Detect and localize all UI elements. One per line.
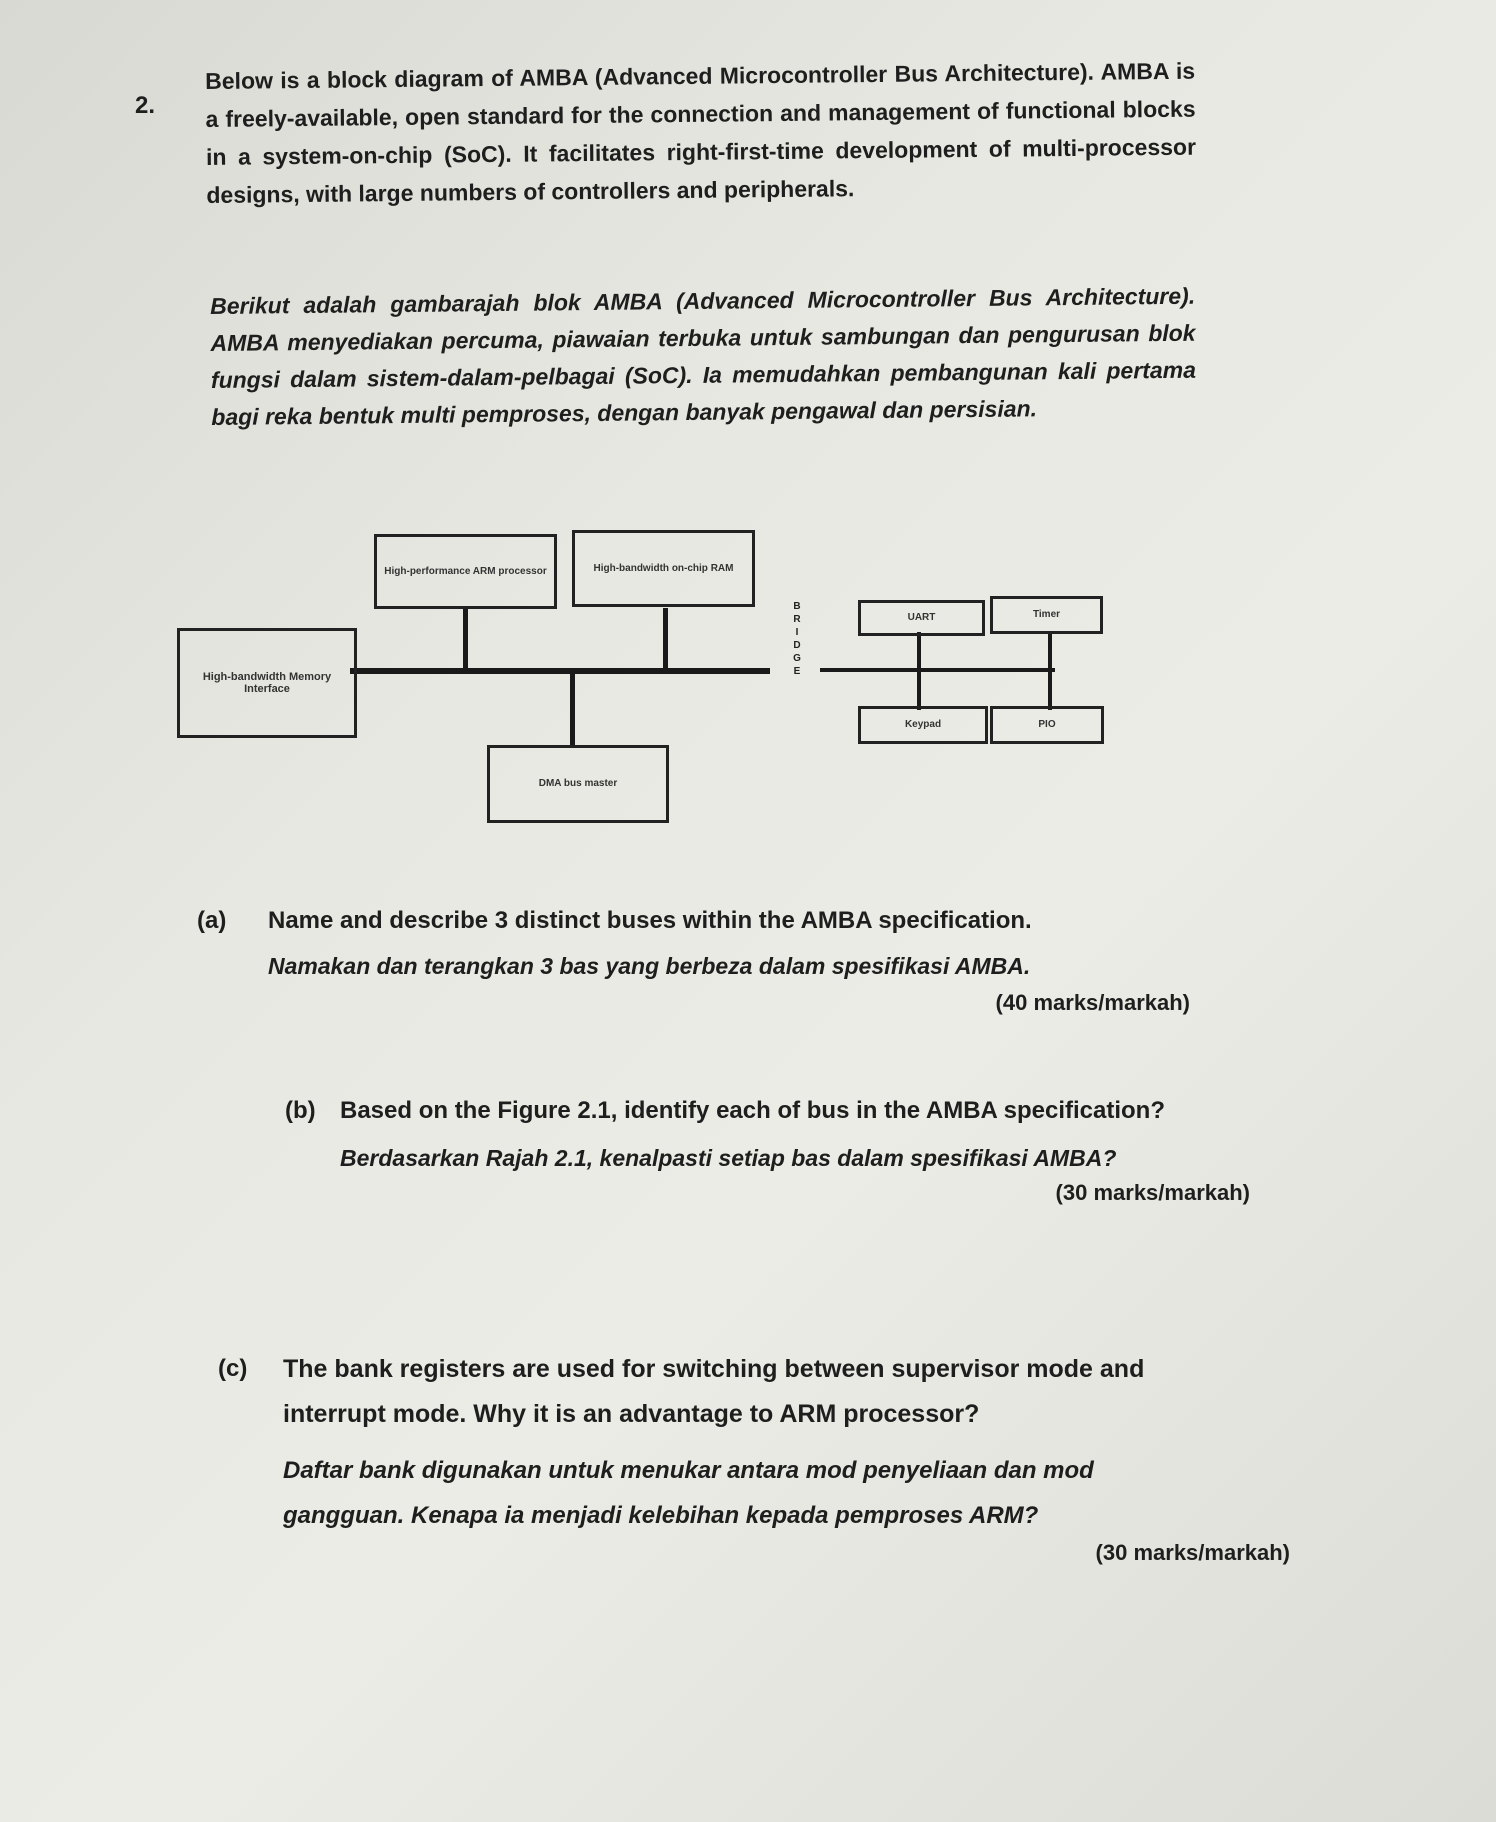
part-b-malay: Berdasarkan Rajah 2.1, kenalpasti setiap bas dalam spesifikasi AMBA? <box>340 1145 1117 1171</box>
part-b-label: (b) <box>285 1097 316 1124</box>
part-b-marks: (30 marks/markah) <box>1055 1180 1250 1205</box>
onchip-ram-block <box>572 530 755 607</box>
uart-label: UART <box>907 612 936 623</box>
ram-connector <box>663 608 668 670</box>
part-a-malay: Namakan dan terangkan 3 bas yang berbeza dalam spesifikasi AMBA. <box>268 953 1031 979</box>
intro-malay: Berikut adalah gambarajah blok AMBA (Advanced Microcontroller Bus Architecture). AMBA menyediakan percuma, piawaian terbuka untuk sambungan dan pengurusan blok fungsi dalam sistem-dalam-pelbagai (SoC). Ia memudahkan pembangunan kali pertama bagi reka bentuk multi pemproses, dengan banyak pengawal dan persisian. <box>210 282 1197 430</box>
keypad-label: Keypad <box>904 719 942 730</box>
pio-block <box>990 706 1104 744</box>
part-a-label: (a) <box>197 907 227 934</box>
bridge-letter: E <box>793 666 801 677</box>
keypad-block <box>858 706 988 744</box>
part-c-english-line2: interrupt mode. Why it is an advantage to ARM processor? <box>283 1400 980 1428</box>
bridge-label <box>790 600 804 678</box>
part-b-english: Based on the Figure 2.1, identify each of bus in the AMBA specification? <box>340 1097 1165 1124</box>
bridge-letter: I <box>795 627 799 638</box>
arm-connector <box>463 608 468 670</box>
bridge-letter: R <box>793 614 801 625</box>
part-c-malay-line2: gangguan. Kenapa ia menjadi kelebihan kepada pemproses ARM? <box>283 1502 1039 1529</box>
part-c-label: (c) <box>218 1355 248 1382</box>
timer-label: Timer <box>1032 609 1061 620</box>
timer-block <box>990 596 1103 634</box>
question-number: 2. <box>135 92 156 119</box>
uart-connector <box>917 632 921 710</box>
intro-english: Below is a block diagram of AMBA (Advanced Microcontroller Bus Architecture). AMBA is a freely-available, open standard for the connection and management of functional blocks in a system-on-chip (SoC). It facilitates right-first-time development of multi-processor designs, with large numbers of controllers and peripherals. <box>205 57 1197 208</box>
arm-processor-block <box>374 534 557 609</box>
timer-connector <box>1048 632 1052 710</box>
onchip-ram-label: High-bandwidth on-chip RAM <box>593 562 734 574</box>
peripheral-bus-line <box>820 668 1055 672</box>
dma-master-label: DMA bus master <box>538 778 618 789</box>
part-c-marks: (30 marks/markah) <box>1095 1540 1290 1565</box>
part-c-malay-line1: Daftar bank digunakan untuk menukar antara mod penyeliaan dan mod <box>283 1457 1094 1484</box>
bridge-letter: G <box>793 653 801 664</box>
memory-interface-label: High-bandwidth Memory Interface <box>202 671 332 695</box>
bridge-letter: B <box>793 601 801 612</box>
arm-processor-label: High-performance ARM processor <box>384 565 547 577</box>
dma-master-block <box>487 745 669 823</box>
part-a-english: Name and describe 3 distinct buses within the AMBA specification. <box>268 907 1032 934</box>
memory-interface-block <box>177 628 357 738</box>
part-c-english-line1: The bank registers are used for switching between supervisor mode and <box>283 1355 1145 1383</box>
bridge-letter: D <box>793 640 801 651</box>
pio-label: PIO <box>1038 719 1056 730</box>
amba-block-diagram <box>0 0 1496 900</box>
dma-connector <box>570 672 575 746</box>
uart-block <box>858 600 985 636</box>
system-bus-line <box>350 668 770 674</box>
part-a-marks: (40 marks/markah) <box>995 990 1190 1015</box>
